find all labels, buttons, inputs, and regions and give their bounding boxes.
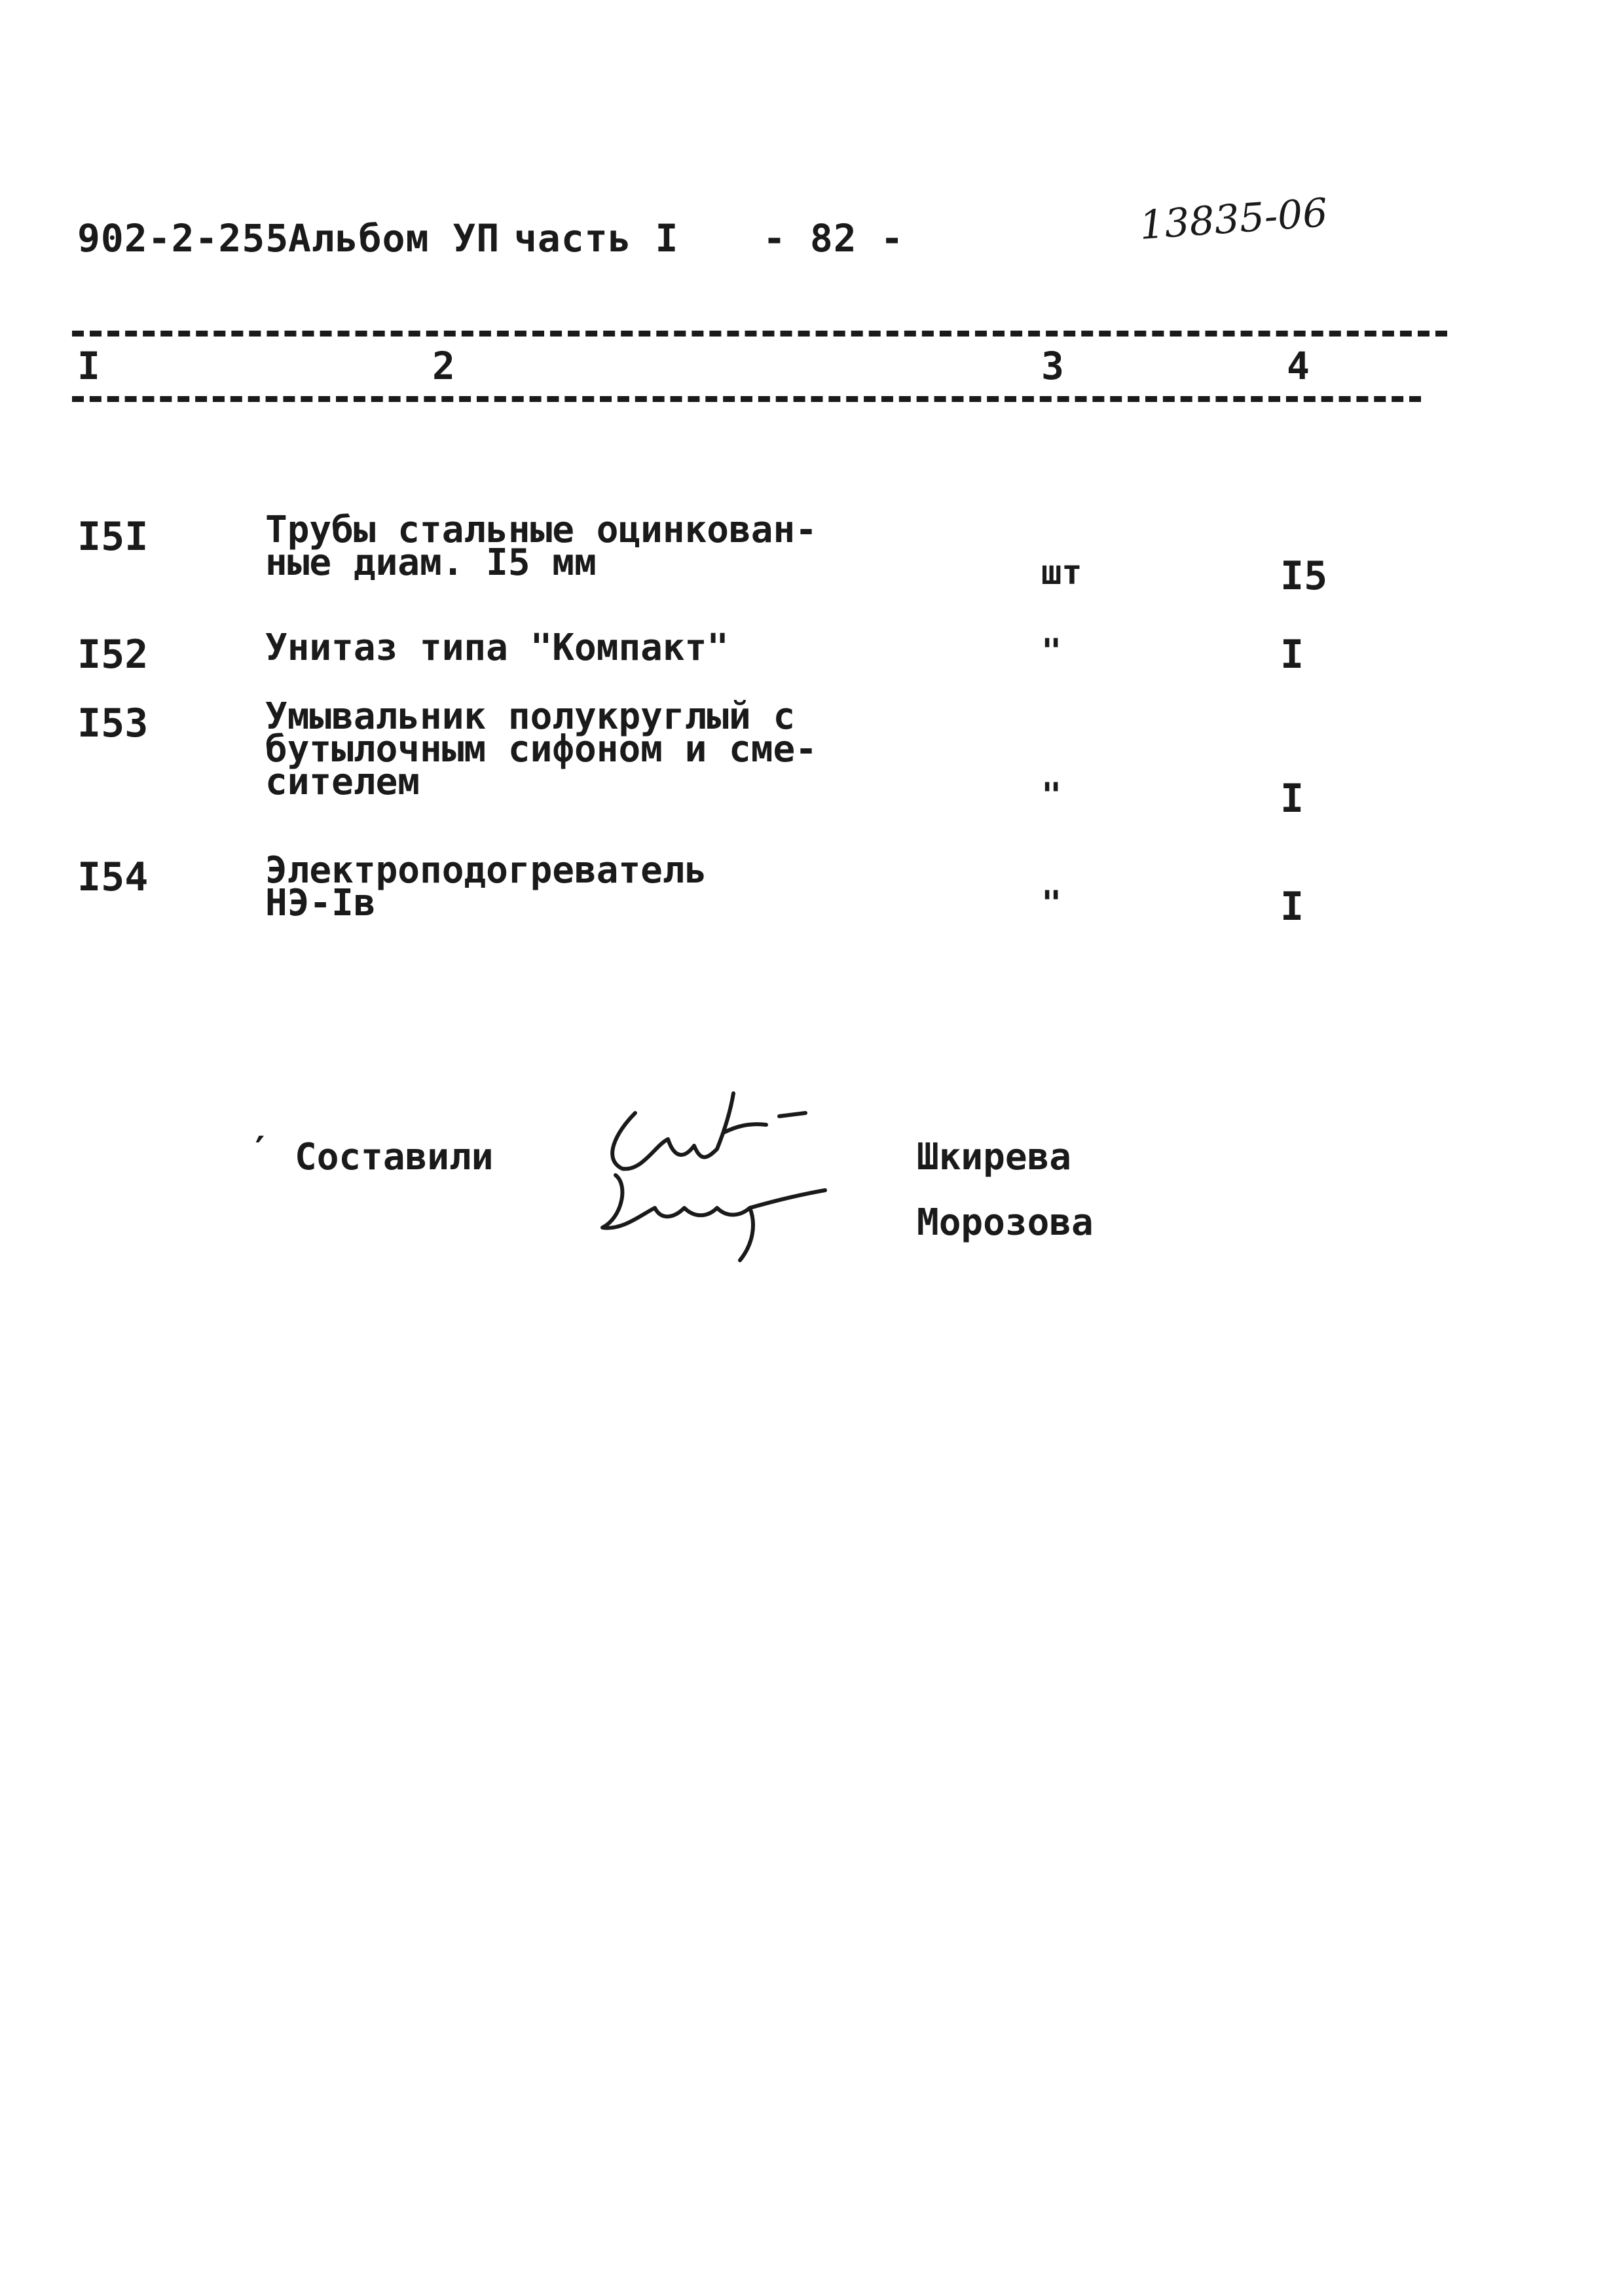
handwritten-number: 13835-06 bbox=[1137, 190, 1329, 249]
page-number: - 82 - bbox=[763, 216, 904, 261]
row-unit: шт bbox=[1041, 553, 1082, 592]
row-quantity: I5 bbox=[1280, 553, 1328, 599]
tick-mark: ′ bbox=[249, 1129, 271, 1172]
document-code: 902-2-255 bbox=[77, 216, 289, 261]
row-number: I54 bbox=[77, 854, 149, 900]
column-number-1: I bbox=[77, 344, 100, 388]
row-name: Электроподогреватель НЭ-Iв bbox=[265, 849, 707, 924]
table-top-rule bbox=[72, 331, 1447, 337]
column-number-3: 3 bbox=[1041, 344, 1064, 388]
column-number-4: 4 bbox=[1287, 344, 1310, 388]
row-number: I53 bbox=[77, 701, 149, 746]
compiled-by-label: Составили bbox=[295, 1136, 494, 1178]
row-number: I52 bbox=[77, 632, 149, 678]
signer-name: Шкирева bbox=[917, 1136, 1072, 1178]
handwritten-signature bbox=[576, 1087, 877, 1270]
row-unit: " bbox=[1041, 632, 1062, 671]
column-number-2: 2 bbox=[432, 344, 455, 388]
row-name: Унитаз типа "Компакт" bbox=[265, 627, 729, 669]
row-name: Умывальник полукруглый с бутылочным сифоном и сме- сителем bbox=[265, 695, 817, 803]
album-label: Альбом УП bbox=[288, 216, 500, 261]
row-unit: " bbox=[1041, 776, 1062, 815]
row-quantity: I bbox=[1280, 632, 1304, 678]
part-label: часть I bbox=[514, 216, 679, 261]
row-quantity: I bbox=[1280, 776, 1304, 822]
row-number: I5I bbox=[77, 514, 149, 560]
row-unit: " bbox=[1041, 884, 1062, 923]
table-header-rule bbox=[72, 396, 1421, 402]
signer-name: Морозова bbox=[917, 1201, 1094, 1244]
row-name: Трубы стальные оцинкован- ные диам. I5 мм bbox=[265, 509, 817, 584]
row-quantity: I bbox=[1280, 884, 1304, 930]
